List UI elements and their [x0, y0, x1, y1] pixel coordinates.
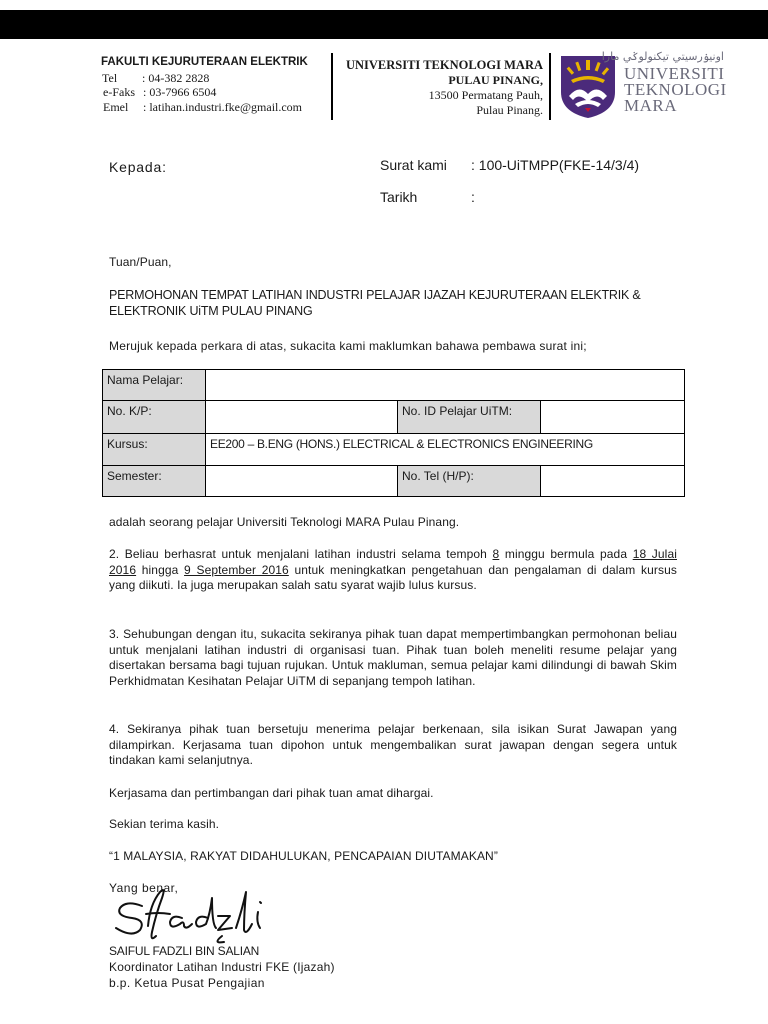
table-row	[103, 370, 685, 401]
logo-line-3: MARA	[624, 96, 678, 115]
subject-line-1: PERMOHONAN TEMPAT LATIHAN INDUSTRI PELAJAR IJAZAH KEJURUTERAAN ELEKTRIK &	[109, 288, 641, 302]
university-campus-text: PULAU PINANG,	[448, 73, 543, 87]
faculty-fax-label: e-Faks	[103, 85, 135, 99]
logo-wordmark	[624, 66, 727, 114]
p2-start-date: 18 Julai 2016	[109, 547, 677, 577]
subject-line-2: ELEKTRONIK UiTM PULAU PINANG	[109, 304, 313, 318]
logo-line-2: TEKNOLOGI	[624, 80, 727, 99]
signer-name: SAIFUL FADZLI BIN SALIAN	[109, 944, 260, 958]
faculty-email	[103, 100, 302, 115]
paragraph-2	[109, 547, 677, 594]
notel-label-cell: No. Tel (H/P):	[398, 466, 541, 497]
paragraph-4: 4. Sekiranya pihak tuan bersetuju menerima pelajar berkenaan, sila isikan Surat Jawapan yang dilampirkan. Kerjasama tuan dipohon untuk mengembalikan surat jawapan dengan segera untuk tindakan kami selanjutnya.	[109, 722, 677, 767]
faculty-name: FAKULTI KEJURUTERAAN ELEKTRIK	[101, 56, 308, 68]
p2-part-b: minggu bermula pada	[499, 547, 633, 561]
top-black-bar	[0, 10, 768, 39]
faculty-tel-value: : 04-382 2828	[142, 71, 210, 85]
signer-title: Koordinator Latihan Industri FKE (Ijazah)	[109, 960, 335, 974]
intro-paragraph: Merujuk kepada perkara di atas, sukacita kami maklumkan bahawa pembawa surat ini;	[109, 339, 587, 353]
faculty-email-value: : latihan.industri.fke@gmail.com	[143, 100, 303, 114]
after-table-paragraph: adalah seorang pelajar Universiti Teknologi MARA Pulau Pinang.	[109, 515, 460, 529]
motto: “1 MALAYSIA, RAKYAT DIDAHULUKAN, PENCAPAIAN DIUTAMAKAN”	[109, 849, 498, 863]
kursus-label-cell: Kursus:	[103, 434, 206, 466]
logo-line-1: UNIVERSITI	[624, 64, 725, 83]
noid-label-cell: No. ID Pelajar UiTM:	[398, 401, 541, 434]
faculty-tel-label: Tel	[102, 71, 118, 85]
nokp-label-cell: No. K/P:	[103, 401, 206, 434]
paragraph-5: Kerjasama dan pertimbangan dari pihak tuan amat dihargai.	[109, 786, 434, 800]
paragraph-6: Sekian terima kasih.	[109, 817, 220, 831]
notel-value-cell	[541, 466, 685, 497]
p2-part-a: 2. Beliau berhasrat untuk menjalani latihan industri selama tempoh	[109, 547, 493, 561]
noid-value-cell	[541, 401, 685, 434]
p2-part-c: hingga	[136, 562, 185, 577]
logo-arabic-text: اونيۏرسيتي تيكنولوݢي مارا	[601, 50, 724, 63]
closing: Yang benar,	[109, 881, 179, 895]
faculty-fax	[103, 85, 216, 100]
nokp-value-cell	[206, 401, 398, 434]
faculty-fax-value: : 03-7966 6504	[143, 85, 217, 99]
university-campus	[448, 73, 543, 88]
ref-label: Surat kami	[380, 157, 447, 173]
kursus-value-cell: EE200 – B.ENG (HONS.) ELECTRICAL & ELECTRONICS ENGINEERING	[206, 434, 685, 466]
faculty-tel	[102, 71, 209, 86]
faculty-email-label: Emel	[103, 100, 129, 114]
header-divider	[331, 53, 333, 120]
salutation: Tuan/Puan,	[109, 255, 172, 269]
semester-label-cell: Semester:	[103, 466, 206, 497]
date-value: :	[471, 189, 475, 205]
paragraph-3: 3. Sehubungan dengan itu, sukacita sekiranya pihak tuan dapat mempertimbangkan permohonan beliau untuk menjalani latihan industri di organisasi tuan. Pihak tuan boleh meneliti resume pelajar yang disertakan bersama bagi tujuan rujukan. Untuk makluman, semua pelajar kami dilindungi di bawah Skim Perkhidmatan Kesihatan Pelajar UiTM di sepanjang tempoh latihan.	[109, 627, 677, 688]
p2-weeks: 8	[492, 547, 500, 561]
table-row	[103, 466, 685, 497]
table-row	[103, 401, 685, 434]
university-address-1: 13500 Permatang Pauh,	[428, 88, 543, 102]
table-row	[103, 434, 685, 466]
nama-label-cell: Nama Pelajar:	[103, 370, 206, 401]
kepada-label: Kepada:	[109, 159, 167, 175]
ref-value: : 100-UiTMPP(FKE-14/3/4)	[471, 157, 640, 173]
semester-value-cell	[206, 466, 398, 497]
student-info-table	[102, 369, 685, 497]
signer-on-behalf: b.p. Ketua Pusat Pengajian	[109, 976, 265, 990]
university-name: UNIVERSITI TEKNOLOGI MARA	[345, 58, 543, 72]
subject	[109, 287, 641, 319]
university-address-2: Pulau Pinang.	[476, 103, 543, 117]
signature-icon	[112, 884, 272, 948]
logo-divider	[549, 53, 551, 120]
date-label: Tarikh	[380, 189, 418, 205]
p2-part-d: untuk meningkatkan pengetahuan dan pengalaman di dalam kursus yang diikuti. Ia juga merupakan salah satu syarat wajib lulus kursus.	[109, 562, 677, 592]
p2-end-date: 9 September 2016	[184, 562, 289, 577]
nama-value-cell	[206, 370, 685, 401]
